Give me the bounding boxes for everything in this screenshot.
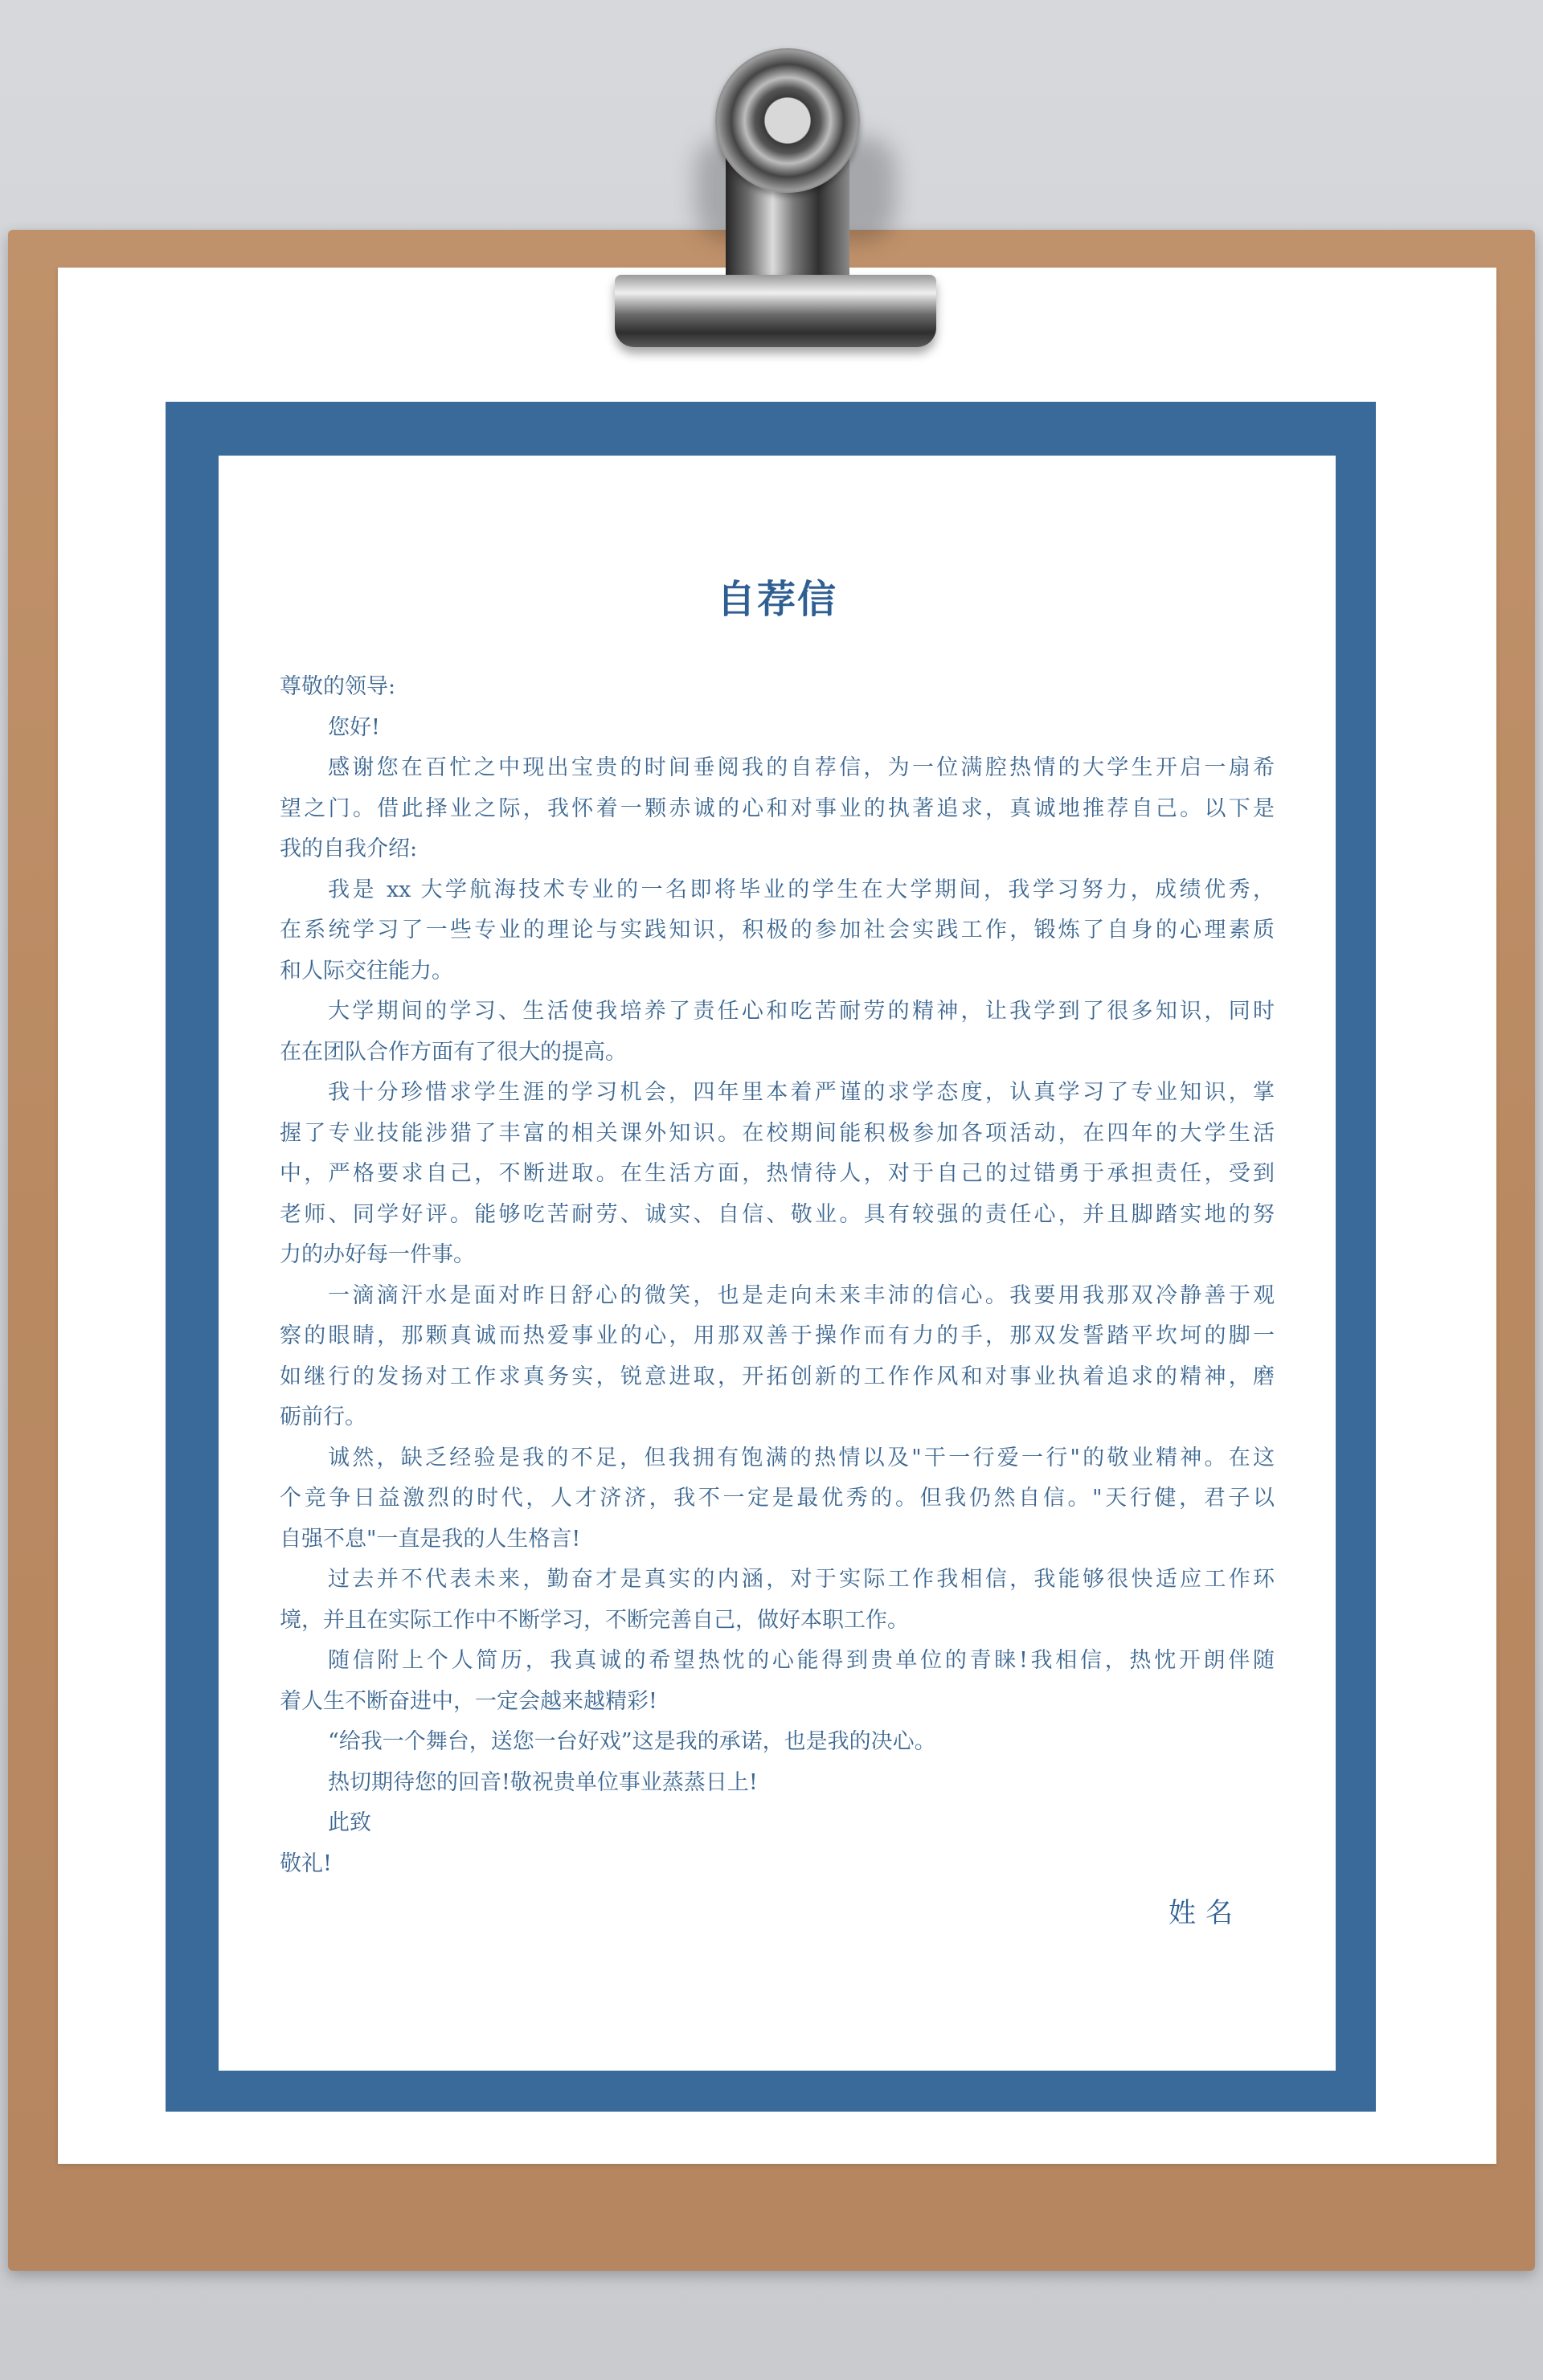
letter-line: 在在团队合作方面有了很大的提高。 xyxy=(280,1039,627,1065)
letter-line: 个竞争日益激烈的时代，人才济济，我不一定是最优秀的。但我仍然自信。"天行健，君子以 xyxy=(280,1486,1275,1511)
letter-line: 随信附上个人简历，我真诚的希望热忱的心能得到贵单位的青睐!我相信，热忱开朗伴随 xyxy=(328,1648,1275,1673)
letter-line: 自强不息"一直是我的人生格言! xyxy=(280,1526,581,1552)
letter-line: 和人际交往能力。 xyxy=(280,958,453,983)
clip-jaw xyxy=(615,275,936,347)
letter-line: 我十分珍惜求学生涯的学习机会，四年里本着严谨的求学态度，认真学习了专业知识，掌 xyxy=(328,1080,1275,1105)
letter-line: 望之门。借此择业之际，我怀着一颗赤诚的心和对事业的执著追求，真诚地推荐自己。以下是 xyxy=(280,795,1275,821)
letter-line: “给我一个舞台，送您一台好戏”这是我的承诺，也是我的决心。 xyxy=(328,1729,936,1754)
letter-line: 老师、同学好评。能够吃苦耐劳、诚实、自信、敬业。具有较强的责任心，并且脚踏实地的努 xyxy=(280,1201,1275,1227)
binder-clip xyxy=(579,48,964,354)
letter-page xyxy=(219,456,1336,2071)
letter-line: 握了专业技能涉猎了丰富的相关课外知识。在校期间能积极参加各项活动，在四年的大学生活 xyxy=(280,1120,1275,1146)
letter-body xyxy=(280,667,1275,1884)
letter-line: 察的眼睛，那颗真诚而热爱事业的心，用那双善于操作而有力的手，那双发誓踏平坎坷的脚一 xyxy=(280,1323,1275,1348)
letter-line: 在系统学习了一些专业的理论与实践知识，积极的参加社会实践工作，锻炼了自身的心理素质 xyxy=(280,918,1275,943)
letter-line: 过去并不代表未来，勤奋才是真实的内涵，对于实际工作我相信，我能够很快适应工作环 xyxy=(328,1567,1275,1592)
letter-line: 如继行的发扬对工作求真务实，锐意进取，开拓创新的工作作风和对事业执着追求的精神，磨 xyxy=(280,1364,1275,1389)
letter-line: 砺前行。 xyxy=(280,1405,366,1429)
letter-line: 您好! xyxy=(328,714,380,740)
letter-line: 我是 xx 大学航海技术专业的一名即将毕业的学生在大学期间，我学习努力，成绩优秀， xyxy=(328,877,1275,902)
letter-title: 自荐信 xyxy=(716,577,837,622)
letter-line: 诚然，缺乏经验是我的不足，但我拥有饱满的热情以及"干一行爱一行"的敬业精神。在这 xyxy=(328,1445,1275,1470)
letter-line: 敬礼! xyxy=(280,1850,332,1876)
letter-line: 力的办好每一件事。 xyxy=(280,1242,475,1267)
letter-line: 境，并且在实际工作中不断学习，不断完善自己，做好本职工作。 xyxy=(280,1607,909,1633)
letter-content xyxy=(280,456,1275,2071)
letter-line: 大学期间的学习、生活使我培养了责任心和吃苦耐劳的精神，让我学到了很多知识，同时 xyxy=(328,999,1275,1024)
signature-name: 姓名 xyxy=(1169,1897,1242,1929)
letter-line: 感谢您在百忙之中现出宝贵的时间垂阅我的自荐信，为一位满腔热情的大学生开启一扇希 xyxy=(328,755,1275,780)
letter-line: 尊敬的领导: xyxy=(280,674,396,699)
clip-ring xyxy=(715,48,860,193)
letter-line: 此致 xyxy=(328,1810,371,1835)
letter-line: 着人生不断奋进中，一定会越来越精彩! xyxy=(280,1688,657,1714)
letter-line: 一滴滴汗水是面对昨日舒心的微笑，也是走向未来丰沛的信心。我要用我那双冷静善于观 xyxy=(328,1282,1275,1308)
letter-line: 我的自我介绍: xyxy=(280,836,418,861)
letter-line: 中，严格要求自己，不断进取。在生活方面，热情待人，对于自己的过错勇于承担责任，受到 xyxy=(280,1161,1275,1186)
letter-line: 热切期待您的回音!敬祝贵单位事业蒸蒸日上! xyxy=(328,1769,758,1795)
